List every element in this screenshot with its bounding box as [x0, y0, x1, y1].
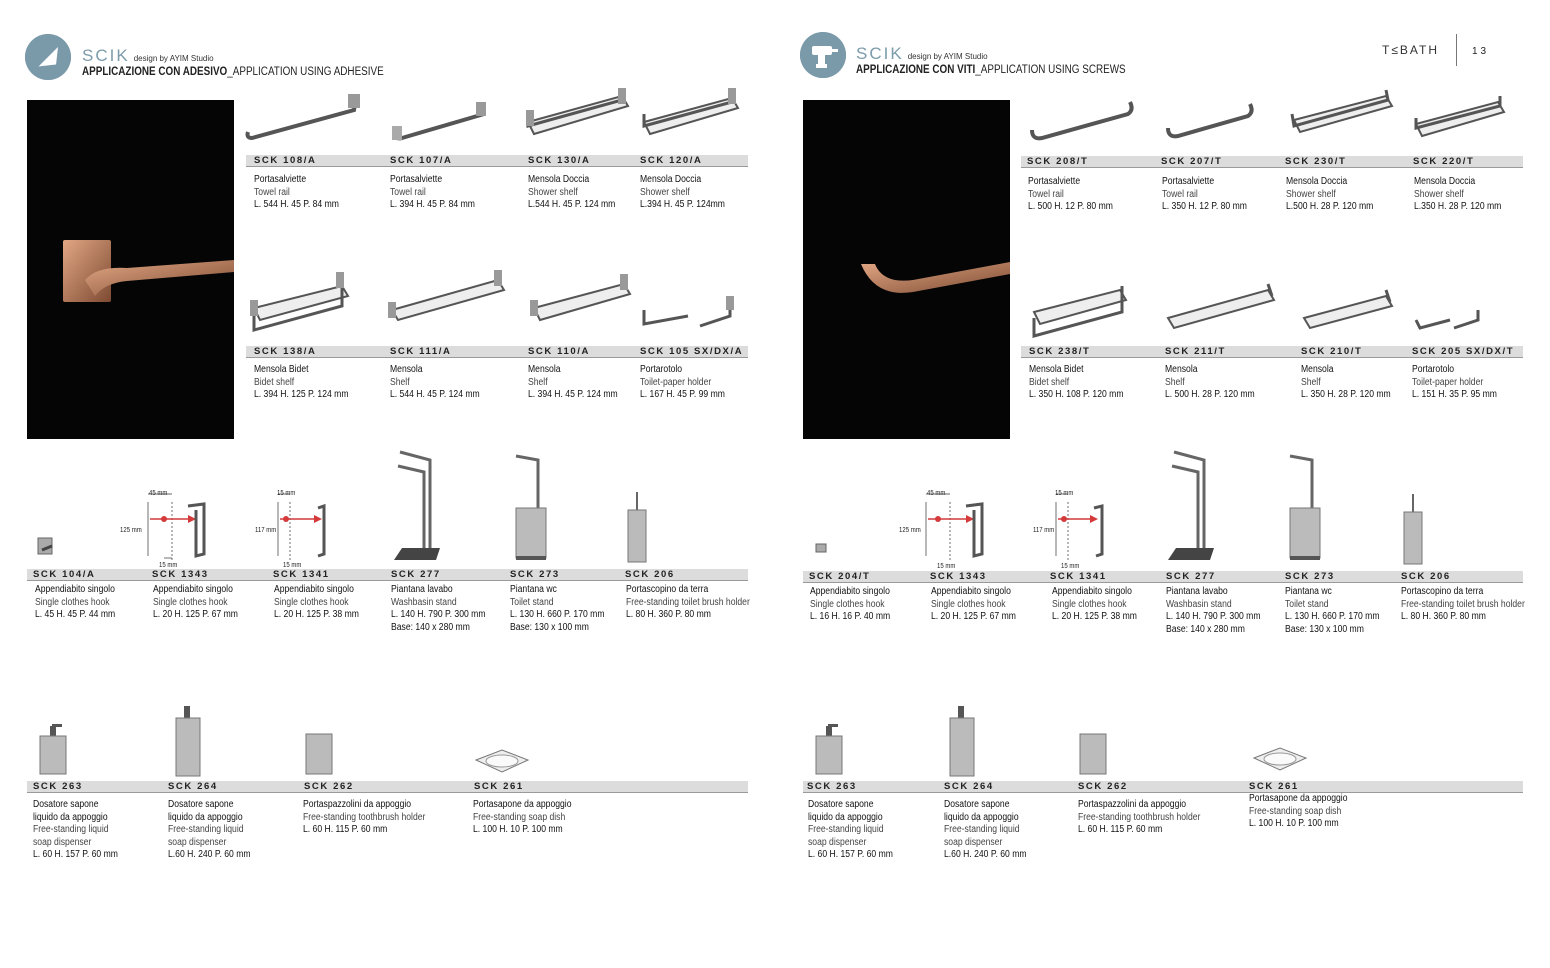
shower-shelf-image: [522, 88, 634, 144]
product-code: SCK 277: [391, 569, 441, 580]
product-code: SCK 204/T: [809, 571, 871, 582]
product-description: Piantana lavabo Washbasin stand L. 140 H. 790 P. 300 mm Base: 140 x 280 mm: [1166, 586, 1261, 635]
product-code: SCK 111/A: [390, 346, 452, 357]
dimension-label: 125 mm: [899, 527, 921, 534]
product-code: SCK 261: [474, 781, 524, 792]
product-description: Mensola Doccia Shower shelf L.350 H. 28 P. 120 mm: [1414, 176, 1502, 212]
product-code: SCK 1341: [1050, 571, 1107, 582]
product-code: SCK 110/A: [528, 346, 590, 357]
shelf-image: [386, 268, 512, 328]
product-code: SCK 262: [304, 781, 354, 792]
soap-dispenser-image: [946, 704, 978, 778]
product-code: SCK 264: [168, 781, 218, 792]
product-description: Portasalviette Towel rail L. 500 H. 12 P. 80 mm: [1028, 176, 1113, 212]
product-description: Appendiabito singolo Single clothes hook L. 20 H. 125 P. 38 mm: [274, 584, 359, 620]
product-code: SCK 120/A: [640, 155, 703, 166]
towel-rail-image: [1028, 98, 1136, 146]
dimension-label: 45 mm: [927, 490, 946, 497]
product-description: Portaspazzolini da appoggio Free-standing toothbrush holder L. 60 H. 115 P. 60 mm: [303, 799, 426, 835]
product-code: SCK 262: [1078, 781, 1128, 792]
product-code: SCK 210/T: [1301, 346, 1363, 357]
product-description: Piantana lavabo Washbasin stand L. 140 H. 790 P. 300 mm Base: 140 x 280 mm: [391, 584, 486, 633]
towel-rail-image: [244, 92, 364, 144]
bidet-shelf-image: [246, 270, 354, 336]
dimension-label: 15 mm: [159, 562, 178, 569]
product-code: SCK 108/A: [254, 155, 317, 166]
product-code: SCK 277: [1166, 571, 1216, 582]
dimension-label: 15 mm: [1055, 490, 1074, 497]
brand-title: SCIK design by AYIM Studio: [82, 46, 214, 65]
product-code-bar: [1021, 346, 1523, 358]
soap-dispenser-image: [36, 724, 68, 776]
shelf-image: [528, 272, 636, 330]
towel-rail-image: [390, 100, 490, 144]
product-description: Appendiabito singolo Single clothes hook L. 16 H. 16 P. 40 mm: [810, 586, 891, 622]
clothes-hook-image: [814, 540, 830, 556]
page-subtitle: APPLICAZIONE CON VITI_APPLICATION USING SCREWS: [856, 64, 1126, 76]
dimension-label: 15 mm: [277, 490, 296, 497]
toilet-brush-holder-image: [626, 490, 648, 564]
shower-shelf-image: [1288, 88, 1398, 142]
dimension-label: 125 mm: [120, 527, 142, 534]
dimension-label: 117 mm: [255, 527, 277, 534]
shelf-image: [1300, 288, 1396, 334]
product-code-bar: [27, 569, 748, 581]
page-number: 13: [1472, 46, 1490, 57]
page-subtitle: APPLICAZIONE CON ADESIVO_APPLICATION USING ADHESIVE: [82, 66, 384, 78]
product-code: SCK 1343: [152, 569, 209, 580]
product-code-bar: [27, 781, 748, 793]
product-code: SCK 264: [944, 781, 994, 792]
product-description: Dosatore sapone liquido da appoggio Free-standing liquid soap dispenser L.60 H. 240 P. 60 mm: [944, 799, 1027, 860]
product-description: Portasapone da appoggio Free-standing soap dish L. 100 H. 10 P. 100 mm: [1249, 793, 1348, 829]
product-code: SCK 107/A: [390, 155, 453, 166]
toothbrush-holder-image: [304, 732, 334, 776]
product-description: Appendiabito singolo Single clothes hook L. 20 H. 125 P. 67 mm: [153, 584, 238, 620]
toothbrush-holder-image: [1078, 732, 1108, 776]
product-description: Piantana wc Toilet stand L. 130 H. 660 P. 170 mm Base: 130 x 100 mm: [510, 584, 605, 633]
product-photo: [803, 100, 1010, 439]
product-description: Mensola Shelf L. 500 H. 28 P. 120 mm: [1165, 364, 1255, 400]
toilet-paper-holder-image: [640, 294, 736, 330]
towel-rail-image: [1164, 102, 1256, 142]
product-description: Mensola Bidet Bidet shelf L. 394 H. 125 P. 124 mm: [254, 364, 349, 400]
product-description: Portasalviette Towel rail L. 350 H. 12 P. 80 mm: [1162, 176, 1247, 212]
product-description: Mensola Shelf L. 394 H. 45 P. 124 mm: [528, 364, 618, 400]
product-description: Mensola Shelf L. 350 H. 28 P. 120 mm: [1301, 364, 1391, 400]
product-description: Dosatore sapone liquido da appoggio Free-standing liquid soap dispenser L. 60 H. 157 P. 60 mm: [33, 799, 118, 860]
product-description: Portasapone da appoggio Free-standing soap dish L. 100 H. 10 P. 100 mm: [473, 799, 572, 835]
toilet-stand-image: [1286, 452, 1326, 564]
product-description: Portarotolo Toilet-paper holder L. 167 H. 45 P. 99 mm: [640, 364, 725, 400]
toilet-brush-holder-image: [1402, 492, 1424, 566]
soap-dispenser-image: [812, 724, 844, 776]
washbasin-stand-image: [392, 448, 442, 564]
product-photo: [27, 100, 234, 439]
washbasin-stand-image: [1166, 448, 1216, 564]
product-code: SCK 1341: [273, 569, 330, 580]
product-description: Appendiabito singolo Single clothes hook L. 20 H. 125 P. 38 mm: [1052, 586, 1137, 622]
product-code: SCK 138/A: [254, 346, 317, 357]
dimension-label: 45 mm: [149, 490, 168, 497]
brand-logo-icon: [25, 34, 71, 80]
dimension-label: 15 mm: [1061, 563, 1080, 570]
product-code: SCK 273: [1285, 571, 1335, 582]
product-description: Appendiabito singolo Single clothes hook L. 45 H. 45 P. 44 mm: [35, 584, 116, 620]
dimension-label: 15 mm: [937, 563, 956, 570]
soap-dish-image: [1250, 746, 1310, 772]
product-code: SCK 130/A: [528, 155, 591, 166]
toilet-stand-image: [512, 452, 552, 564]
product-description: Mensola Doccia Shower shelf L.500 H. 28 P. 120 mm: [1286, 176, 1374, 212]
product-code: SCK 263: [807, 781, 857, 792]
product-code: SCK 1343: [930, 571, 987, 582]
brand-title: SCIK design by AYIM Studio: [856, 44, 988, 63]
product-description: Portarotolo Toilet-paper holder L. 151 H. 35 P. 95 mm: [1412, 364, 1497, 400]
product-code: SCK 207/T: [1161, 156, 1223, 167]
header-divider: [1456, 34, 1457, 66]
dimension-label: 117 mm: [1033, 527, 1055, 534]
product-code: SCK 211/T: [1165, 346, 1226, 357]
product-code: SCK 220/T: [1413, 156, 1475, 167]
product-code-bar: [1021, 156, 1523, 168]
product-code: SCK 104/A: [33, 569, 96, 580]
product-code: SCK 230/T: [1285, 156, 1347, 167]
product-description: Mensola Doccia Shower shelf L.544 H. 45 P. 124 mm: [528, 174, 616, 210]
product-description: Dosatore sapone liquido da appoggio Free-standing liquid soap dispenser L.60 H. 240 P. 60 mm: [168, 799, 251, 860]
product-description: Portasalviette Towel rail L. 544 H. 45 P. 84 mm: [254, 174, 339, 210]
shower-shelf-image: [1412, 94, 1510, 142]
soap-dish-image: [472, 748, 532, 774]
product-description: Portascopino da terra Free-standing toilet brush holder L. 80 H. 360 P. 80 mm: [1401, 586, 1525, 622]
product-description: Mensola Shelf L. 544 H. 45 P. 124 mm: [390, 364, 480, 400]
product-code: SCK 208/T: [1027, 156, 1089, 167]
clothes-hook-image: [36, 536, 56, 558]
bidet-shelf-image: [1028, 282, 1132, 340]
product-description: Portascopino da terra Free-standing toilet brush holder L. 80 H. 360 P. 80 mm: [626, 584, 750, 620]
dimension-label: 15 mm: [283, 562, 302, 569]
product-code-bar: [246, 155, 748, 167]
product-code: SCK 261: [1249, 781, 1299, 792]
product-description: Portasalviette Towel rail L. 394 H. 45 P. 84 mm: [390, 174, 475, 210]
product-code: SCK 206: [1401, 571, 1451, 582]
product-code-bar: [803, 781, 1523, 793]
product-code: SCK 273: [510, 569, 560, 580]
product-code: SCK 105 SX/DX/A: [640, 346, 744, 357]
product-code: SCK 238/T: [1029, 346, 1091, 357]
soap-dispenser-image: [172, 704, 204, 778]
tlbath-logo: T≤BATH: [1382, 43, 1440, 57]
shelf-image: [1164, 282, 1280, 334]
shower-shelf-image: [640, 88, 744, 144]
product-description: Mensola Bidet Bidet shelf L. 350 H. 108 P. 120 mm: [1029, 364, 1124, 400]
product-code: SCK 206: [625, 569, 675, 580]
product-code-bar: [803, 571, 1523, 583]
product-description: Mensola Doccia Shower shelf L.394 H. 45 P. 124mm: [640, 174, 725, 210]
drill-logo-icon: [800, 32, 846, 78]
product-description: Portaspazzolini da appoggio Free-standing toothbrush holder L. 60 H. 115 P. 60 mm: [1078, 799, 1201, 835]
product-description: Piantana wc Toilet stand L. 130 H. 660 P. 170 mm Base: 130 x 100 mm: [1285, 586, 1380, 635]
product-description: Dosatore sapone liquido da appoggio Free-standing liquid soap dispenser L. 60 H. 157 P. 60 mm: [808, 799, 893, 860]
product-description: Appendiabito singolo Single clothes hook L. 20 H. 125 P. 67 mm: [931, 586, 1016, 622]
toilet-paper-holder-image: [1412, 306, 1484, 334]
product-code-bar: [246, 346, 748, 358]
product-code: SCK 263: [33, 781, 83, 792]
product-code: SCK 205 SX/DX/T: [1412, 346, 1515, 357]
